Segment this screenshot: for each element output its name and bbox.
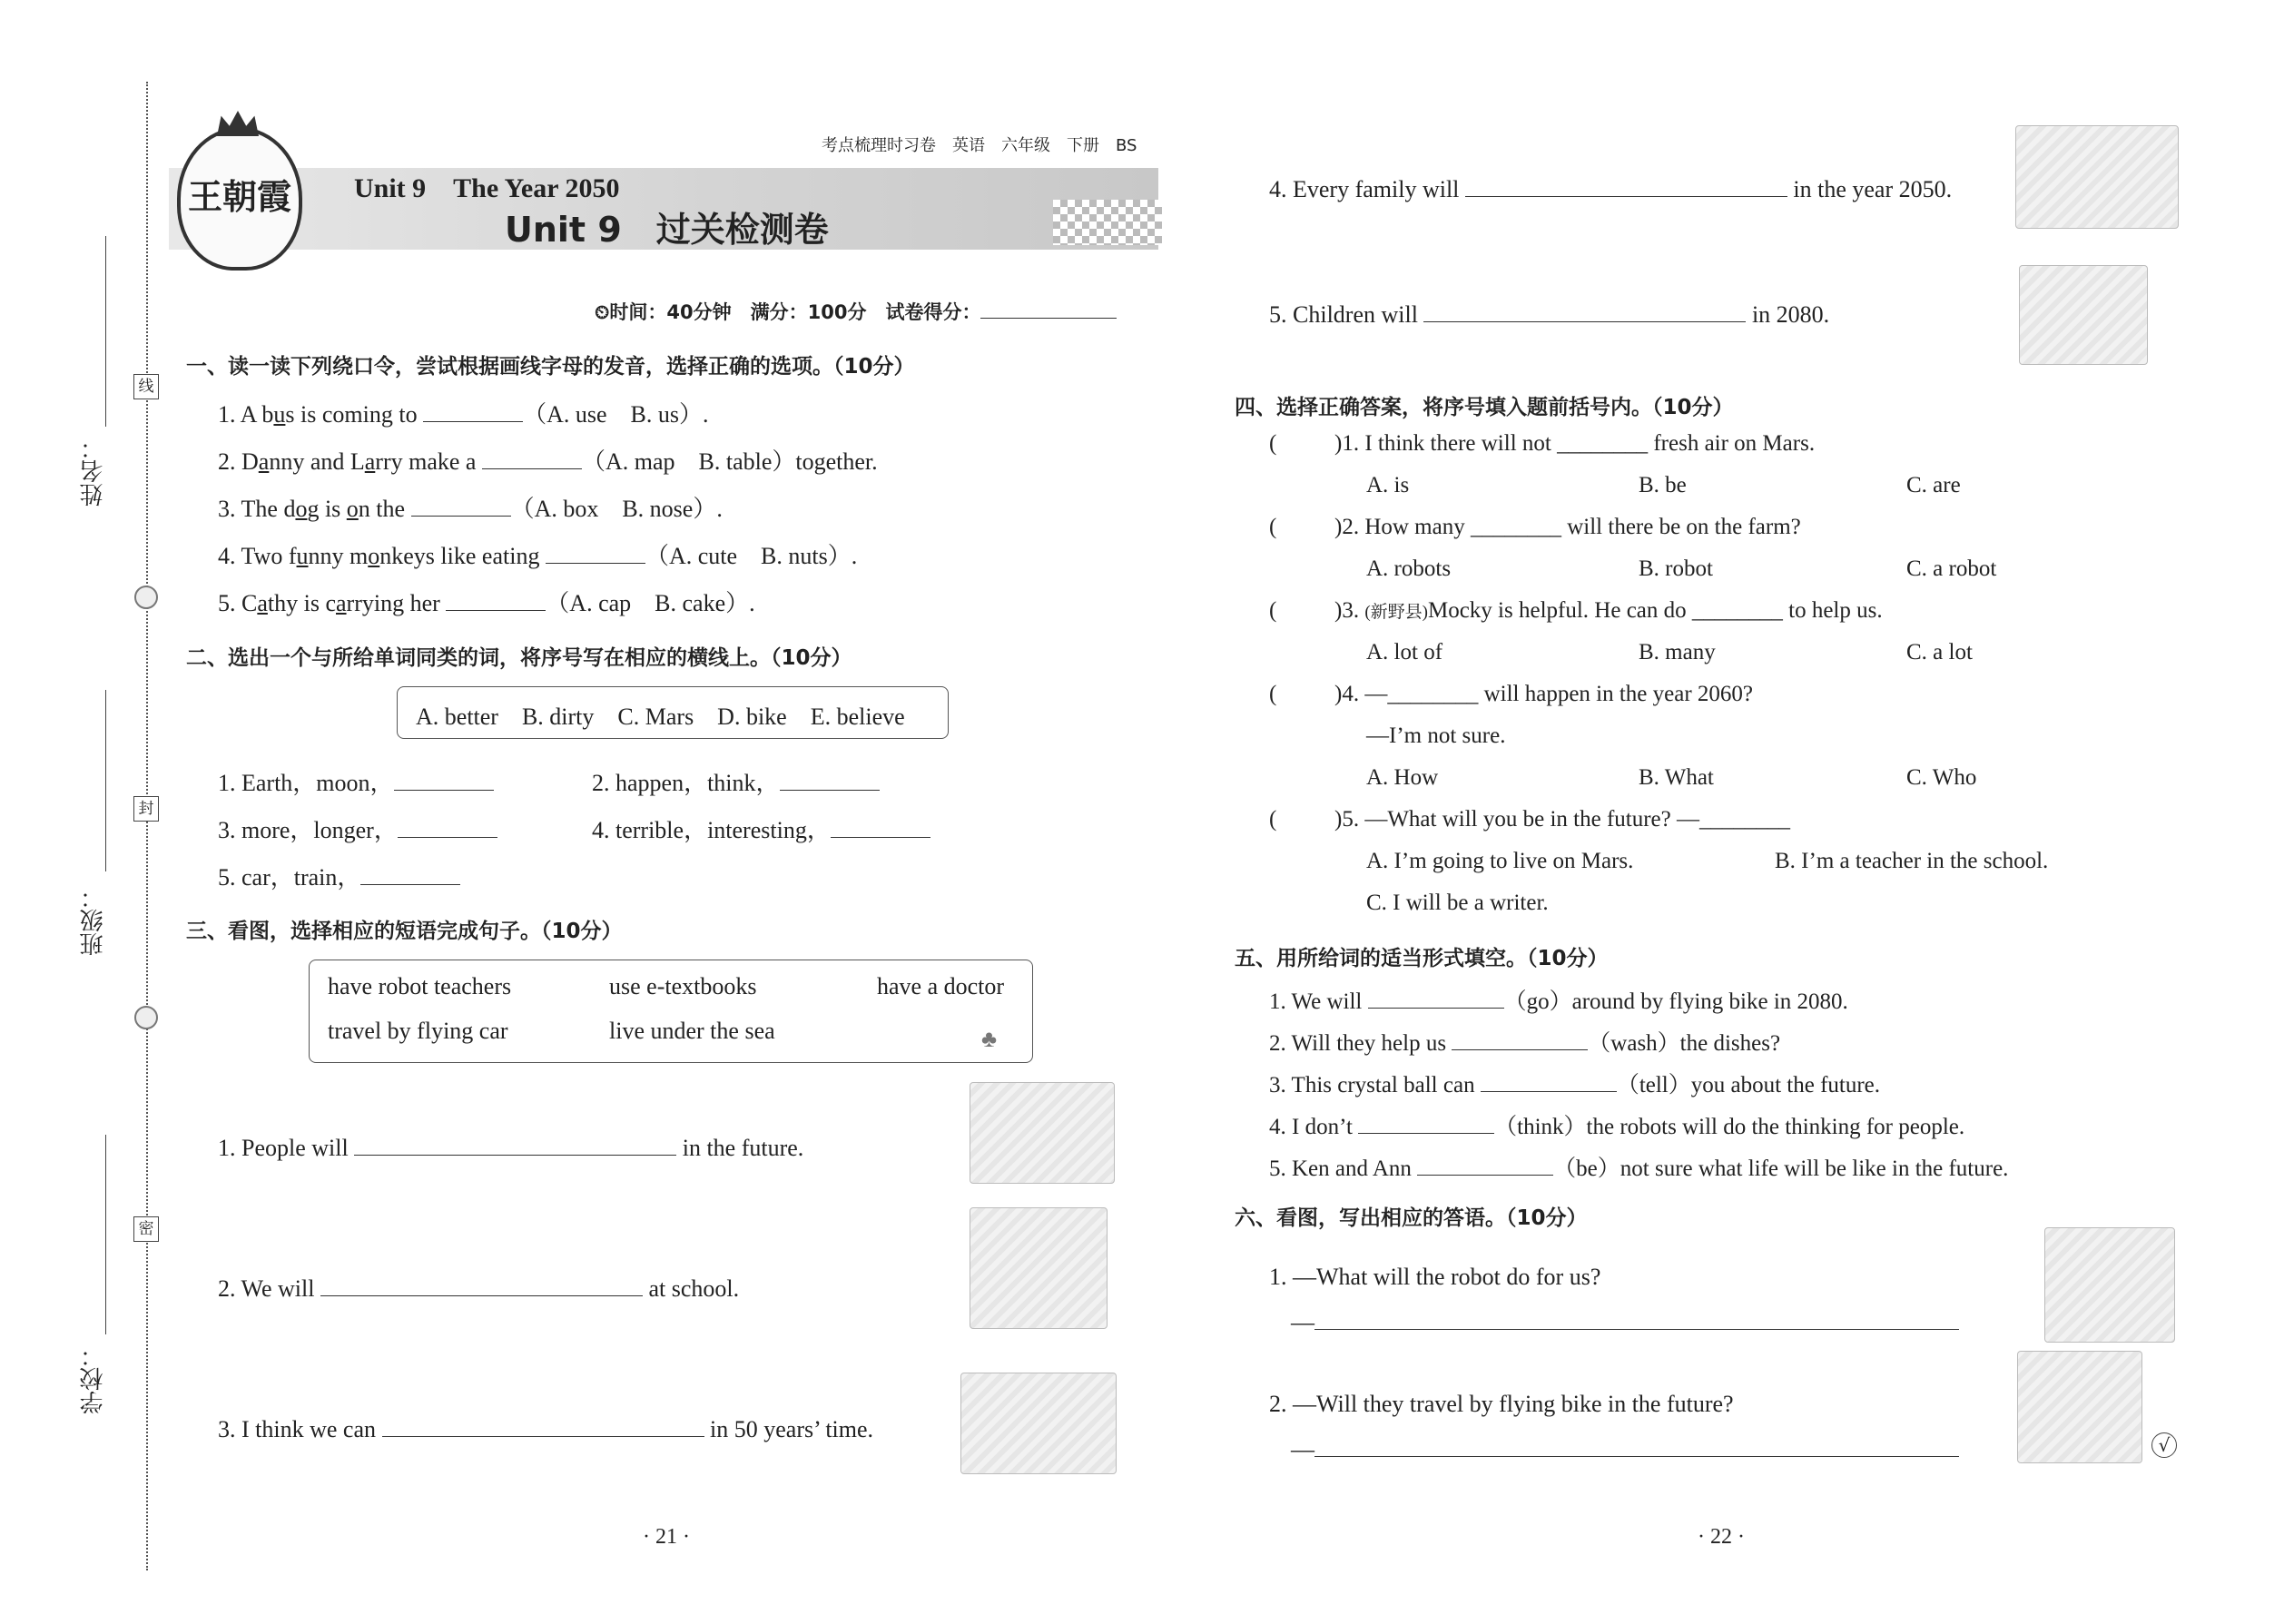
s1-item-2: 2. Danny and Larry make a （A. map B. table）together. xyxy=(218,443,878,477)
s1-item-1: 1. A bus is coming to （A. use B. us）. xyxy=(218,396,709,429)
answer-paren[interactable]: ( xyxy=(1269,598,1277,623)
exam-meta xyxy=(595,298,1117,325)
section-4-heading: 四、选择正确答案，将序号填入题前括号内。（10分） xyxy=(1235,396,1734,419)
s1-item-3: 3. The dog is on the （A. box B. nose）. xyxy=(218,490,723,524)
answer-blank[interactable] xyxy=(1452,1027,1588,1050)
section-6-heading: 六、看图，写出相应的答语。（10分） xyxy=(1235,1206,1588,1230)
family-doctor-picture xyxy=(2015,125,2179,229)
phrase-option: have robot teachers xyxy=(328,973,512,999)
flying-bike-picture xyxy=(2017,1351,2142,1463)
s2-item-1: 1. Earth，moon， xyxy=(218,764,494,798)
answer-blank[interactable] xyxy=(482,445,582,469)
answer-blank[interactable] xyxy=(1481,1068,1617,1092)
answer-blank[interactable] xyxy=(546,539,645,564)
answer-blank[interactable] xyxy=(320,1272,643,1296)
phrase-option: have a doctor xyxy=(877,973,1005,999)
tree-icon: ♣ xyxy=(981,1026,998,1052)
binding-margin xyxy=(0,0,163,1624)
s4-q1-option-c: C. are xyxy=(1906,473,1961,497)
s4-q3-option-c: C. a lot xyxy=(1906,640,1973,664)
cut-mark-xian: 线 xyxy=(133,374,159,399)
s1-item-5: 5. Cathy is carrying her （A. cap B. cake）. xyxy=(218,585,755,618)
exam-meta-text: ⏲时间：40分钟 满分：100分 试卷得分： xyxy=(595,301,981,323)
page-number-right: · 22 · xyxy=(1698,1525,1745,1549)
s3-item-3: 3. I think we can in 50 years’ time. xyxy=(218,1412,873,1443)
answer-blank[interactable] xyxy=(780,766,880,791)
s4-q5-option-c: C. I will be a writer. xyxy=(1366,891,1549,915)
check-mark-icon: √ xyxy=(2151,1432,2177,1458)
phrase-option: travel by flying car xyxy=(328,1018,508,1044)
word-options-box xyxy=(397,686,949,739)
answer-blank[interactable] xyxy=(831,813,930,838)
logo-text: 王朝霞 xyxy=(187,176,291,217)
s4-q3-option-a: A. lot of xyxy=(1366,640,1443,664)
s2-item-3: 3. more，longer， xyxy=(218,812,497,845)
cut-mark-mi: 密 xyxy=(133,1216,159,1242)
s4-q2-option-c: C. a robot xyxy=(1906,556,1997,581)
ornament-icon xyxy=(134,586,158,609)
answer-paren[interactable]: ( xyxy=(1269,431,1277,456)
s5-item-4: 4. I don’t （think）the robots will do the thinking for people. xyxy=(1269,1108,1964,1141)
page-number-left: · 21 · xyxy=(643,1525,690,1549)
s3-item-4: 4. Every family will in the year 2050. xyxy=(1269,172,1952,203)
name-line xyxy=(105,236,106,427)
answer-blank[interactable] xyxy=(423,398,523,422)
section-1-heading: 一、读一读下列绕口令，尝试根据画线字母的发音，选择正确的选项。（10分） xyxy=(186,355,915,379)
answer-blank[interactable] xyxy=(1423,298,1746,322)
answer-blank[interactable] xyxy=(394,766,494,791)
answer-blank[interactable] xyxy=(1368,985,1504,1009)
section-5-heading: 五、用所给词的适当形式填空。（10分） xyxy=(1235,947,1609,970)
answer-blank[interactable] xyxy=(411,492,511,517)
phrase-option: live under the sea xyxy=(609,1018,775,1044)
s3-item-2: 2. We will at school. xyxy=(218,1272,739,1303)
under-sea-picture xyxy=(960,1373,1117,1474)
cut-line xyxy=(146,82,148,1570)
s4-question-2: ( )2. How many ________ will there be on the farm? xyxy=(1269,515,1801,539)
answer-blank[interactable] xyxy=(382,1412,704,1437)
class-line xyxy=(105,690,106,871)
s4-q4-option-c: C. Who xyxy=(1906,765,1977,790)
answer-paren[interactable]: ( xyxy=(1269,807,1277,832)
section-3-heading: 三、看图，选择相应的短语完成句子。（10分） xyxy=(186,920,623,943)
s6-question-1: 1. —What will the robot do for us? xyxy=(1269,1264,1601,1290)
s4-question-1: ( )1. I think there will not ________ fresh air on Mars. xyxy=(1269,431,1816,456)
phrase-options-box xyxy=(309,960,1033,1063)
s4-q4-reply: —I’m not sure. xyxy=(1366,723,1506,748)
answer-blank[interactable] xyxy=(1465,172,1787,197)
class-label: 班级： xyxy=(80,885,107,956)
school-line xyxy=(105,1135,106,1334)
answer-blank[interactable] xyxy=(354,1131,676,1156)
ornament-icon xyxy=(134,1006,158,1029)
s4-q5-option-a: A. I’m going to live on Mars. xyxy=(1366,849,1634,873)
cut-mark-feng: 封 xyxy=(133,796,159,822)
answer-blank[interactable] xyxy=(446,586,546,611)
word-options: A. better B. dirty C. Mars D. bike E. believe xyxy=(416,704,905,730)
brand-logo xyxy=(177,127,302,271)
s4-question-5: ( )5. —What will you be in the future? —________ xyxy=(1269,807,1790,832)
banner-checker-decoration xyxy=(1053,200,1162,245)
robot-washing-dishes-picture xyxy=(2044,1227,2175,1343)
answer-blank[interactable] xyxy=(1417,1152,1553,1176)
s4-q5-option-b: B. I’m a teacher in the school. xyxy=(1775,849,2049,873)
s6-answer-1: — xyxy=(1291,1305,1959,1336)
answer-line[interactable] xyxy=(1314,1432,1959,1457)
series-info: 考点梳理时习卷 英语 六年级 下册 BS xyxy=(822,136,1137,155)
e-textbook-picture xyxy=(2019,265,2148,365)
s5-item-5: 5. Ken and Ann （be）not sure what life will be like in the future. xyxy=(1269,1150,2008,1183)
crown-icon xyxy=(217,111,259,136)
s4-q1-option-b: B. be xyxy=(1639,473,1687,497)
s2-item-4: 4. terrible，interesting， xyxy=(592,812,930,845)
s1-item-4: 4. Two funny monkeys like eating （A. cute B. nuts）. xyxy=(218,537,857,571)
s5-item-3: 3. This crystal ball can （tell）you about the future. xyxy=(1269,1067,1880,1099)
s4-question-4: ( )4. —________ will happen in the year 2060? xyxy=(1269,682,1754,706)
s4-q4-option-b: B. What xyxy=(1639,765,1714,790)
s4-question-3: ( )3. (新野县)Mocky is helpful. He can do ________ to help us. xyxy=(1269,598,1883,623)
s2-item-5: 5. car，train， xyxy=(218,859,460,892)
s3-item-5: 5. Children will in 2080. xyxy=(1269,298,1829,329)
region-tag: (新野县) xyxy=(1364,603,1428,622)
phrase-option: use e-textbooks xyxy=(609,973,757,999)
page-title: Unit 9 过关检测卷 xyxy=(505,210,829,250)
answer-blank[interactable] xyxy=(1358,1110,1494,1134)
flying-car-city-picture xyxy=(970,1082,1115,1184)
s5-item-1: 1. We will （go）around by flying bike in 2080. xyxy=(1269,983,1848,1016)
answer-blank[interactable] xyxy=(360,861,460,885)
s4-q1-option-a: A. is xyxy=(1366,473,1410,497)
answer-line[interactable] xyxy=(1314,1305,1959,1330)
answer-paren[interactable]: ( xyxy=(1269,515,1277,539)
s6-question-2: 2. —Will they travel by flying bike in the future? xyxy=(1269,1391,1734,1417)
answer-blank[interactable] xyxy=(398,813,497,838)
s6-answer-2: — xyxy=(1291,1432,1959,1463)
s3-item-1: 1. People will in the future. xyxy=(218,1131,803,1162)
school-label: 学校： xyxy=(80,1343,107,1414)
s5-item-2: 2. Will they help us （wash）the dishes? xyxy=(1269,1025,1780,1058)
s4-q2-option-a: A. robots xyxy=(1366,556,1452,581)
robot-teacher-picture xyxy=(970,1207,1108,1329)
answer-paren[interactable]: ( xyxy=(1269,682,1277,706)
score-blank[interactable] xyxy=(980,299,1117,319)
unit-english-title: Unit 9 The Year 2050 xyxy=(354,173,620,203)
section-2-heading: 二、选出一个与所给单词同类的词，将序号写在相应的横线上。（10分） xyxy=(186,646,852,670)
s4-q3-option-b: B. many xyxy=(1639,640,1716,664)
name-label: 姓名： xyxy=(80,436,107,507)
s4-q4-option-a: A. How xyxy=(1366,765,1439,790)
s2-item-2: 2. happen，think， xyxy=(592,764,880,798)
s4-q2-option-b: B. robot xyxy=(1639,556,1713,581)
